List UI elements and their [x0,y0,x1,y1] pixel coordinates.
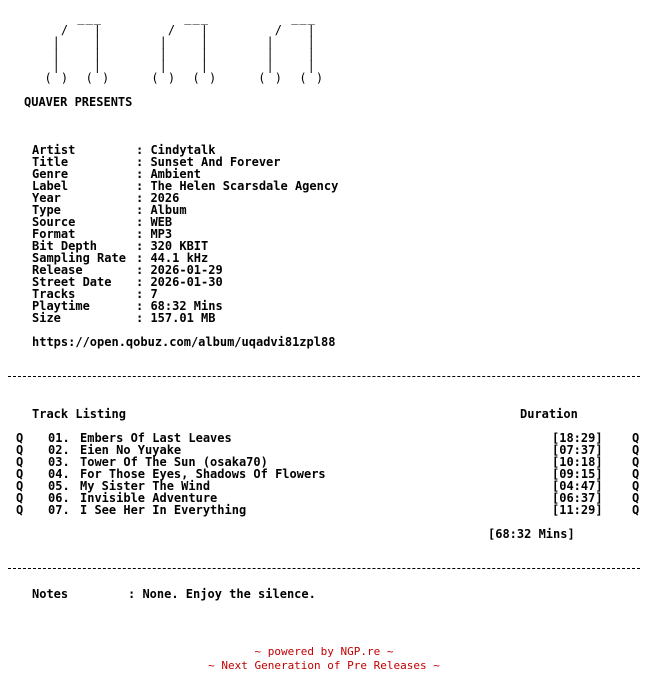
info-value: 320 KBIT [150,239,209,253]
track-number: 07. [48,503,70,517]
info-label: Playtime [32,299,90,313]
q-marker-right: Q [632,491,640,505]
info-value: The Helen Scarsdale Agency [150,179,339,193]
info-label: Source [32,215,76,229]
info-separator: : [136,251,151,265]
info-separator: : [136,263,151,277]
track-duration: [06:37] [552,491,603,505]
track-number: 02. [48,443,70,457]
track-title: Eien No Yuyake [80,443,182,457]
info-separator: : [136,191,151,205]
divider [8,568,640,569]
info-label: Title [32,155,69,169]
info-label: Bit Depth [32,239,98,253]
info-separator: : [136,215,151,229]
info-separator: : [136,227,151,241]
info-value: Cindytalk [150,143,216,157]
info-value: 68:32 Mins [150,299,223,313]
q-marker-right: Q [632,503,640,517]
info-value: 7 [150,287,158,301]
info-label: Label [32,179,69,193]
q-marker-right: Q [632,467,640,481]
track-duration: [11:29] [552,503,603,517]
notes-row [32,588,316,600]
track-title: Invisible Adventure [80,491,218,505]
info-value: 2026-01-30 [150,275,223,289]
info-separator: : [136,179,151,193]
info-value: Album [150,203,187,217]
track-number: 03. [48,455,70,469]
track-number: 04. [48,467,70,481]
track-duration: [18:29] [552,431,603,445]
info-separator: : [136,287,151,301]
info-label: Year [32,191,61,205]
q-marker-right: Q [632,479,640,493]
info-label: Type [32,203,61,217]
total-playtime: [68:32 Mins] [488,527,575,541]
footer-tagline: ~ Next Generation of Pre Releases ~ [208,659,440,672]
info-value: 44.1 kHz [150,251,209,265]
info-value: 157.01 MB [150,311,216,325]
info-value: 2026-01-29 [150,263,223,277]
info-separator: : [136,299,151,313]
q-marker-right: Q [632,431,640,445]
q-marker-left: Q [16,479,24,493]
track-title: I See Her In Everything [80,503,247,517]
info-value: 2026 [150,191,180,205]
info-separator: : [136,239,151,253]
q-marker-left: Q [16,431,24,445]
info-separator: : [136,311,151,325]
q-marker-right: Q [632,455,640,469]
info-value: Sunset And Forever [150,155,281,169]
info-separator: : [136,203,151,217]
track-duration: [07:37] [552,443,603,457]
notes-value: None. Enjoy the silence. [142,587,316,601]
track-title: Tower Of The Sun (osaka70) [80,455,268,469]
info-separator: : [136,167,151,181]
info-label: Genre [32,167,69,181]
info-label: Artist [32,143,76,157]
q-marker-left: Q [16,443,24,457]
duration-heading: Duration [520,407,578,421]
track-title: Embers Of Last Leaves [80,431,232,445]
track-listing-heading: Track Listing [32,407,126,421]
notes-separator: : [128,587,143,601]
info-label: Release [32,263,83,277]
info-value: WEB [150,215,173,229]
track-number: 05. [48,479,70,493]
q-marker-left: Q [16,467,24,481]
info-label: Tracks [32,287,76,301]
info-row [32,180,338,192]
info-label: Street Date [32,275,112,289]
info-separator: : [136,155,151,169]
ascii-logo: ___ ___ ___ / | / | / | | | | | | | | | | | | | | | | | | | ( ) ( ) ( ) ( ) ( ) ( ) [44,11,325,85]
track-duration: [09:15] [552,467,603,481]
info-separator: : [136,275,151,289]
track-duration: [10:18] [552,455,603,469]
divider [8,376,640,377]
track-title: My Sister The Wind [80,479,211,493]
q-marker-left: Q [16,503,24,517]
info-value: MP3 [150,227,173,241]
footer-powered-by: ~ powered by NGP.re ~ [254,645,394,658]
info-label: Sampling Rate [32,251,126,265]
album-url-link[interactable]: https://open.qobuz.com/album/uqadvi81zpl88 [32,335,336,349]
track-number: 06. [48,491,70,505]
q-marker-left: Q [16,491,24,505]
q-marker-left: Q [16,455,24,469]
notes-label: Notes [32,587,69,601]
info-label: Format [32,227,76,241]
q-marker-right: Q [632,443,640,457]
presents-heading: QUAVER PRESENTS [24,95,133,109]
track-title: For Those Eyes, Shadows Of Flowers [80,467,326,481]
info-value: Ambient [150,167,202,181]
info-separator: : [136,143,151,157]
track-duration: [04:47] [552,479,603,493]
info-row [32,312,215,324]
track-number: 01. [48,431,70,445]
info-label: Size [32,311,61,325]
